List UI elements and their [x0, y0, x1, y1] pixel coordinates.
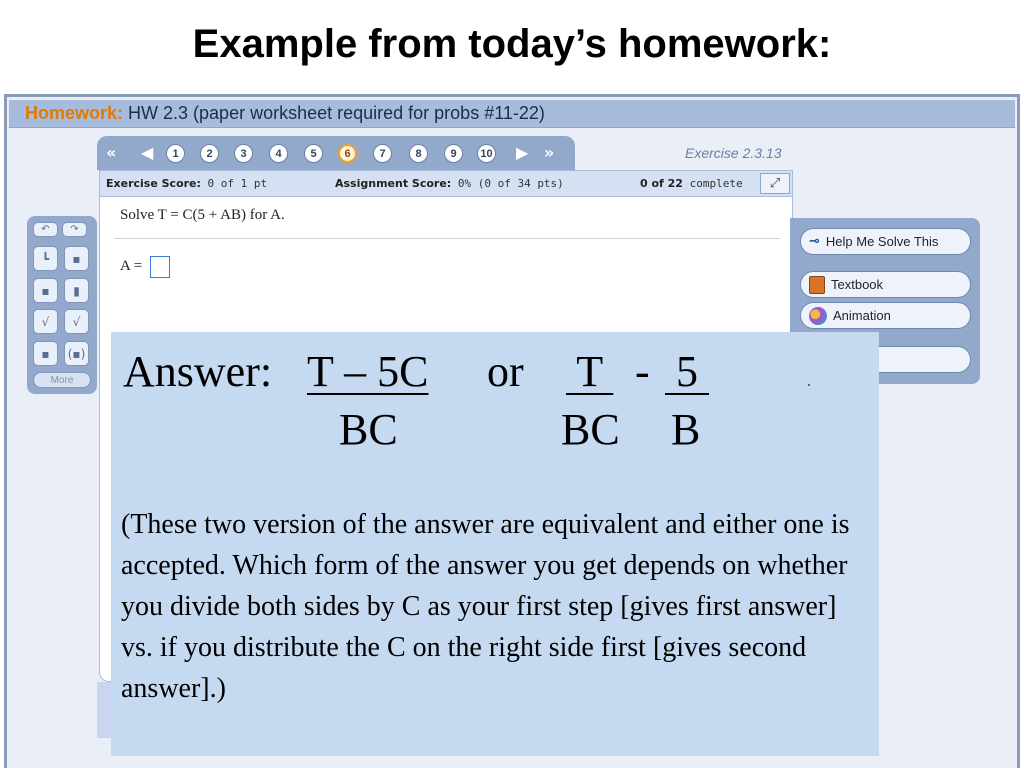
ordered-pair-icon[interactable]: (▪)	[64, 341, 89, 366]
first-exercise-button[interactable]: «	[106, 142, 117, 162]
form2-denominator-b: B	[671, 405, 701, 454]
form2-minus: -	[635, 347, 650, 396]
slide-title: Example from today’s homework:	[192, 22, 832, 66]
animation-button[interactable]	[800, 302, 971, 329]
assignment-score-label: Assignment Score:	[335, 177, 452, 190]
textbook-button[interactable]	[800, 271, 971, 298]
assignment-score	[335, 177, 564, 190]
form1-denominator: BC	[339, 405, 398, 454]
question-prompt: Solve T = C(5 + AB) for A.	[120, 207, 285, 223]
fraction-icon[interactable]: ┗	[33, 246, 58, 271]
last-exercise-button[interactable]: »	[544, 142, 555, 162]
completion-label: complete	[689, 177, 743, 190]
exponent-icon[interactable]: ▪	[33, 278, 58, 303]
answer-label: A =	[120, 258, 143, 274]
exercise-button-3[interactable]: 3	[234, 144, 253, 163]
form2-numerator-a: T	[566, 347, 614, 396]
key-icon: ⊸	[809, 234, 820, 249]
exercise-button-9[interactable]: 9	[444, 144, 463, 163]
answer-input[interactable]	[150, 256, 170, 278]
exercise-score-label: Exercise Score:	[106, 177, 201, 190]
exercise-button-4[interactable]: 4	[269, 144, 288, 163]
square-root-icon[interactable]: √	[33, 309, 58, 334]
undo-icon[interactable]: ↶	[33, 222, 58, 237]
help-me-solve-button[interactable]	[800, 228, 971, 255]
question-divider	[114, 238, 780, 239]
expand-icon[interactable]: ⤢	[760, 173, 790, 194]
prev-exercise-button[interactable]: ◀	[141, 142, 154, 162]
nth-root-icon[interactable]: √	[64, 309, 89, 334]
book-icon	[809, 276, 825, 294]
more-button[interactable]: More	[33, 372, 91, 388]
exercise-button-5[interactable]: 5	[304, 144, 323, 163]
exercise-score-value: 0 of 1 pt	[207, 177, 268, 190]
answer-explanation: (These two version of the answer are equivalent and either one is accepted. Which form of the answer you get depends on whether you divide both sides by C as your first step [gives first answer] vs. if you distribute the C on the right side first [gives second answer].)	[121, 509, 850, 704]
answer-overlay	[111, 332, 879, 756]
exercise-button-1[interactable]: 1	[166, 144, 185, 163]
next-exercise-button[interactable]: ▶	[516, 142, 529, 162]
exercise-button-2[interactable]: 2	[200, 144, 219, 163]
form2-numerator-b: 5	[665, 347, 709, 396]
exercise-score	[106, 177, 267, 190]
exercise-button-6[interactable]: 6	[338, 144, 357, 163]
completion-count: 0 of 22	[640, 177, 683, 190]
answer-heading: Answer:	[123, 347, 273, 396]
mixed-number-icon[interactable]: ▪	[64, 246, 89, 271]
homework-title: HW 2.3 (paper worksheet required for probs #11-22)	[128, 103, 545, 123]
math-palette	[27, 216, 97, 394]
textbook-label: Textbook	[831, 277, 884, 292]
animation-icon	[809, 307, 827, 325]
exercise-id: Exercise 2.3.13	[685, 145, 782, 161]
homework-bar	[9, 100, 1015, 128]
completion-status	[640, 177, 743, 190]
exercise-button-8[interactable]: 8	[409, 144, 428, 163]
homework-label: Homework:	[25, 103, 124, 123]
assignment-score-value: 0% (0 of 34 pts)	[457, 177, 564, 190]
stray-dot	[808, 384, 810, 386]
form2-denominator-a: BC	[561, 405, 620, 454]
answer-connector: or	[487, 347, 524, 396]
exercise-button-7[interactable]: 7	[373, 144, 392, 163]
redo-icon[interactable]: ↷	[62, 222, 87, 237]
score-bar	[99, 170, 793, 197]
exercise-button-10[interactable]: 10	[477, 144, 496, 163]
subscript-icon[interactable]: ▪	[33, 341, 58, 366]
animation-label: Animation	[833, 308, 891, 323]
absolute-value-icon[interactable]: ▮	[64, 278, 89, 303]
form1-numerator: T – 5C	[307, 347, 429, 396]
help-me-solve-label: Help Me Solve This	[825, 234, 939, 249]
